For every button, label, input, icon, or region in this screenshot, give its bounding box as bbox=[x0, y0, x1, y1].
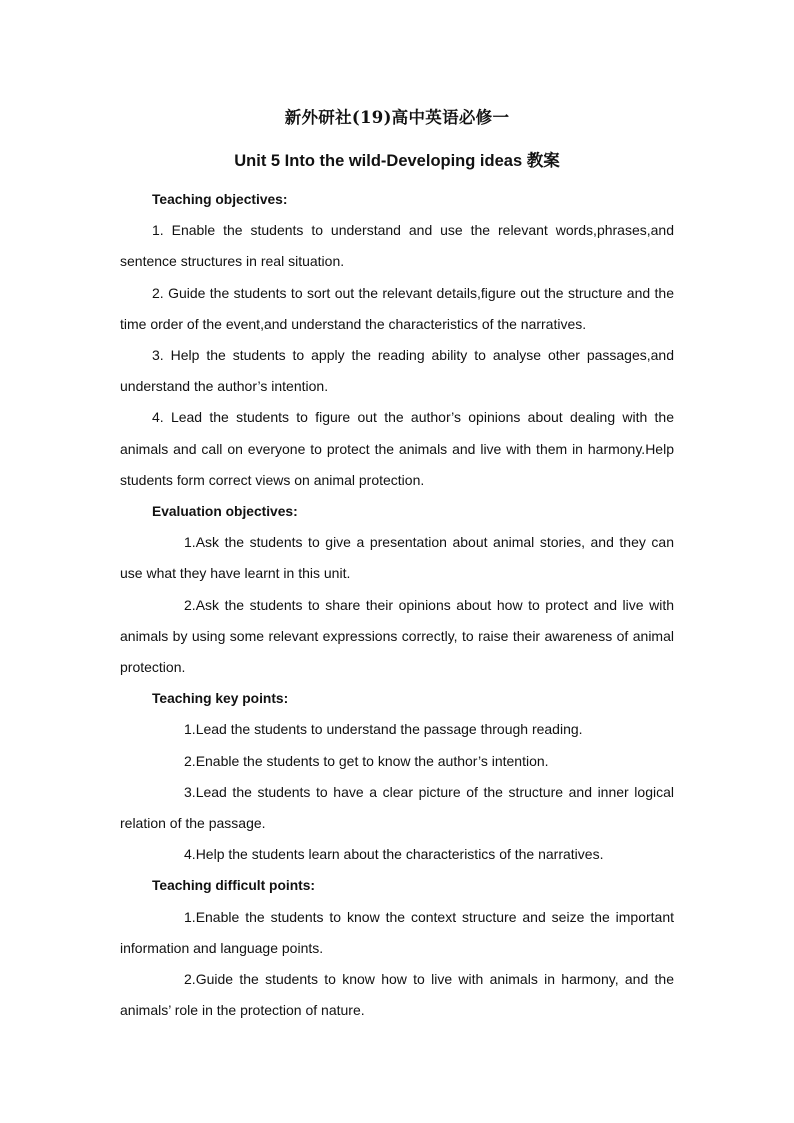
item-number: 1. bbox=[184, 721, 196, 738]
list-item bbox=[120, 278, 674, 340]
document-body bbox=[120, 184, 674, 1026]
item-text: Enable the students to understand and use the relevant words,phrases,and sentence structures in real situation. bbox=[120, 222, 674, 270]
item-number: 2. bbox=[184, 596, 196, 613]
item-text: Enable the students to know the context structure and seize the important information and language points. bbox=[120, 908, 674, 956]
item-text: Lead the students to figure out the author’s opinions about dealing with the animals and call on everyone to protect the animals and live with them in harmony.Help students form correct views on animal protection. bbox=[120, 409, 674, 488]
list-item bbox=[120, 590, 674, 684]
item-text: Enable the students to get to know the author’s intention. bbox=[195, 752, 549, 769]
item-number: 1. bbox=[184, 908, 196, 925]
list-item bbox=[120, 964, 674, 1026]
item-number: 1. bbox=[184, 534, 196, 551]
list-item bbox=[120, 777, 674, 839]
section-heading-teaching-key-points: Teaching key points: bbox=[152, 691, 289, 707]
list-item bbox=[120, 839, 674, 870]
item-text: Guide the students to know how to live with animals in harmony, and the animals’ role in the protection of nature. bbox=[120, 971, 674, 1019]
item-number: 4. bbox=[152, 409, 164, 426]
document-title-english: Unit 5 Into the wild-Developing ideas 教案 bbox=[234, 152, 560, 170]
item-number: 1. bbox=[152, 222, 164, 239]
item-text: Help the students to apply the reading ability to analyse other passages,and understand the author’s intention. bbox=[120, 347, 674, 395]
item-number: 4. bbox=[184, 846, 196, 863]
item-text: Ask the students to share their opinions about how to protect and live with animals by using some relevant expressions correctly, to raise their awareness of animal protection. bbox=[120, 596, 674, 676]
item-text: Ask the students to give a presentation about animal stories, and they can use what they have learnt in this unit. bbox=[120, 534, 674, 582]
section-heading-teaching-objectives: Teaching objectives: bbox=[152, 192, 288, 207]
section-heading-evaluation-objectives: Evaluation objectives: bbox=[152, 504, 298, 520]
item-text: Lead the students to understand the passage through reading. bbox=[195, 721, 583, 738]
list-item bbox=[120, 714, 674, 745]
item-text: Lead the students to have a clear picture of the structure and inner logical relation of the passage. bbox=[120, 783, 674, 832]
list-item bbox=[120, 527, 674, 589]
section-heading-teaching-difficult-points: Teaching difficult points: bbox=[152, 878, 315, 894]
list-item bbox=[120, 902, 674, 964]
document-title-chinese: 新外研社(19)高中英语必修一 bbox=[284, 108, 510, 127]
item-number: 2. bbox=[152, 284, 164, 301]
item-number: 3. bbox=[152, 347, 164, 364]
item-number: 2. bbox=[184, 752, 196, 769]
item-text: Guide the students to sort out the relevant details,figure out the structure and the time order of the event,and understand the characteristics of the narratives. bbox=[120, 284, 674, 332]
item-text: Help the students learn about the characteristics of the narratives. bbox=[195, 846, 604, 863]
item-number: 2. bbox=[184, 971, 196, 988]
list-item bbox=[120, 746, 674, 777]
item-number: 3. bbox=[184, 783, 196, 800]
list-item bbox=[120, 340, 674, 402]
list-item bbox=[120, 215, 674, 277]
list-item bbox=[120, 402, 674, 496]
